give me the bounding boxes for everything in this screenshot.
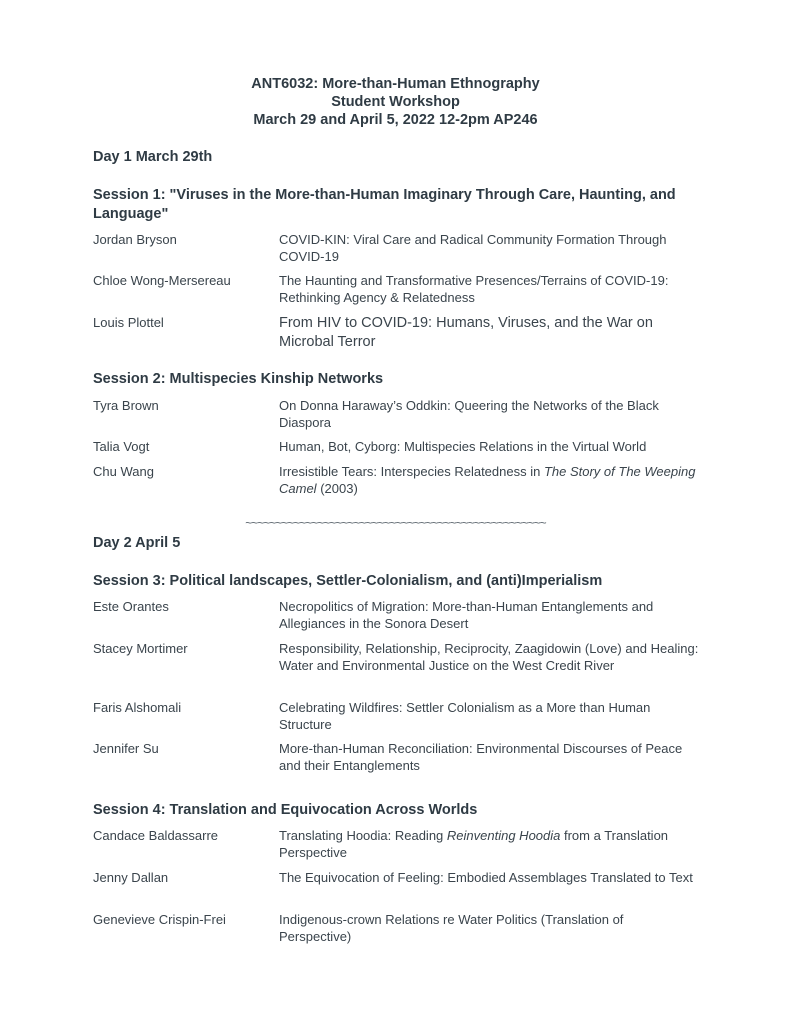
title-text: from a Translation Perspective [279, 828, 669, 860]
session-3-heading: Session 3: Political landscapes, Settler-Colonialism, and (anti)Imperialism [93, 573, 603, 589]
presentation-title: Celebrating Wildfires: Settler Colonialism as a More than Human Structure [279, 700, 651, 732]
film-title: The Story of The Weeping Camel [279, 464, 696, 496]
presentation-title: Indigenous-crown Relations re Water Politics (Translation of Perspective) [279, 912, 624, 944]
presenter-name: Candace Baldassarre [93, 828, 219, 843]
presenter-name: Chu Wang [93, 464, 154, 479]
session-1-heading: Session 1: "Viruses in the More-than-Human Imaginary Through Care, Haunting, and Language" [93, 187, 676, 222]
presenter-name: Genevieve Crispin-Frei [93, 912, 226, 927]
event-title: Student Workshop [331, 94, 460, 110]
presentation-title: More-than-Human Reconciliation: Environmental Discourses of Peace and their Entanglements [279, 741, 683, 773]
presenter-name: Chloe Wong-Mersereau [93, 273, 231, 288]
presentation-title: The Equivocation of Feeling: Embodied Assemblages Translated to Text [279, 870, 693, 885]
presentation-title: From HIV to COVID-19: Humans, Viruses, and the War on Microbal Terror [279, 315, 653, 350]
presenter-name: Louis Plottel [93, 315, 164, 330]
day-2-heading: Day 2 April 5 [93, 535, 181, 551]
presentation-title: On Donna Haraway’s Oddkin: Queering the Networks of the Black Diaspora [279, 398, 659, 430]
presenter-name: Jenny Dallan [93, 870, 169, 885]
title-text: Irresistible Tears: Interspecies Relatedness in [279, 464, 544, 479]
presentation-title: Responsibility, Relationship, Reciprocity, Zaagidowin (Love) and Healing: Water and Environmental Justice on the West Credit River [279, 641, 699, 673]
book-title: Reinventing Hoodia [446, 828, 561, 843]
presentation-title: The Haunting and Transformative Presences/Terrains of COVID-19: Rethinking Agency & Relatedness [279, 273, 669, 305]
presenter-name: Talia Vogt [93, 439, 150, 454]
presenter-name: Faris Alshomali [93, 700, 182, 715]
event-details: March 29 and April 5, 2022 12-2pm AP246 [253, 112, 538, 128]
presentation-title: COVID-KIN: Viral Care and Radical Community Formation Through COVID-19 [279, 232, 667, 264]
session-2-heading: Session 2: Multispecies Kinship Networks [93, 371, 384, 387]
presentation-title [279, 463, 699, 497]
presentation-title: Necropolitics of Migration: More-than-Human Entanglements and Allegiances in the Sonora Desert [279, 599, 654, 631]
session-4-heading: Session 4: Translation and Equivocation Across Worlds [93, 802, 478, 818]
presentation-title [279, 827, 699, 861]
presenter-name: Tyra Brown [93, 398, 159, 413]
course-title: ANT6032: More-than-Human Ethnography [251, 76, 540, 92]
day-1-heading: Day 1 March 29th [93, 149, 213, 165]
presenter-name: Este Orantes [93, 599, 169, 614]
presentation-title: Human, Bot, Cyborg: Multispecies Relations in the Virtual World [279, 439, 647, 454]
presenter-name: Jennifer Su [93, 741, 159, 756]
day-separator: ~~~~~~~~~~~~~~~~~~~~~~~~~~~~~~~~~~~~~~~~~~~~~~~~~~ [245, 516, 546, 530]
title-text: (2003) [316, 481, 358, 496]
presenter-name: Stacey Mortimer [93, 641, 188, 656]
document-header [0, 75, 791, 129]
presenter-name: Jordan Bryson [93, 232, 177, 247]
title-text: Translating Hoodia: Reading [279, 828, 447, 843]
